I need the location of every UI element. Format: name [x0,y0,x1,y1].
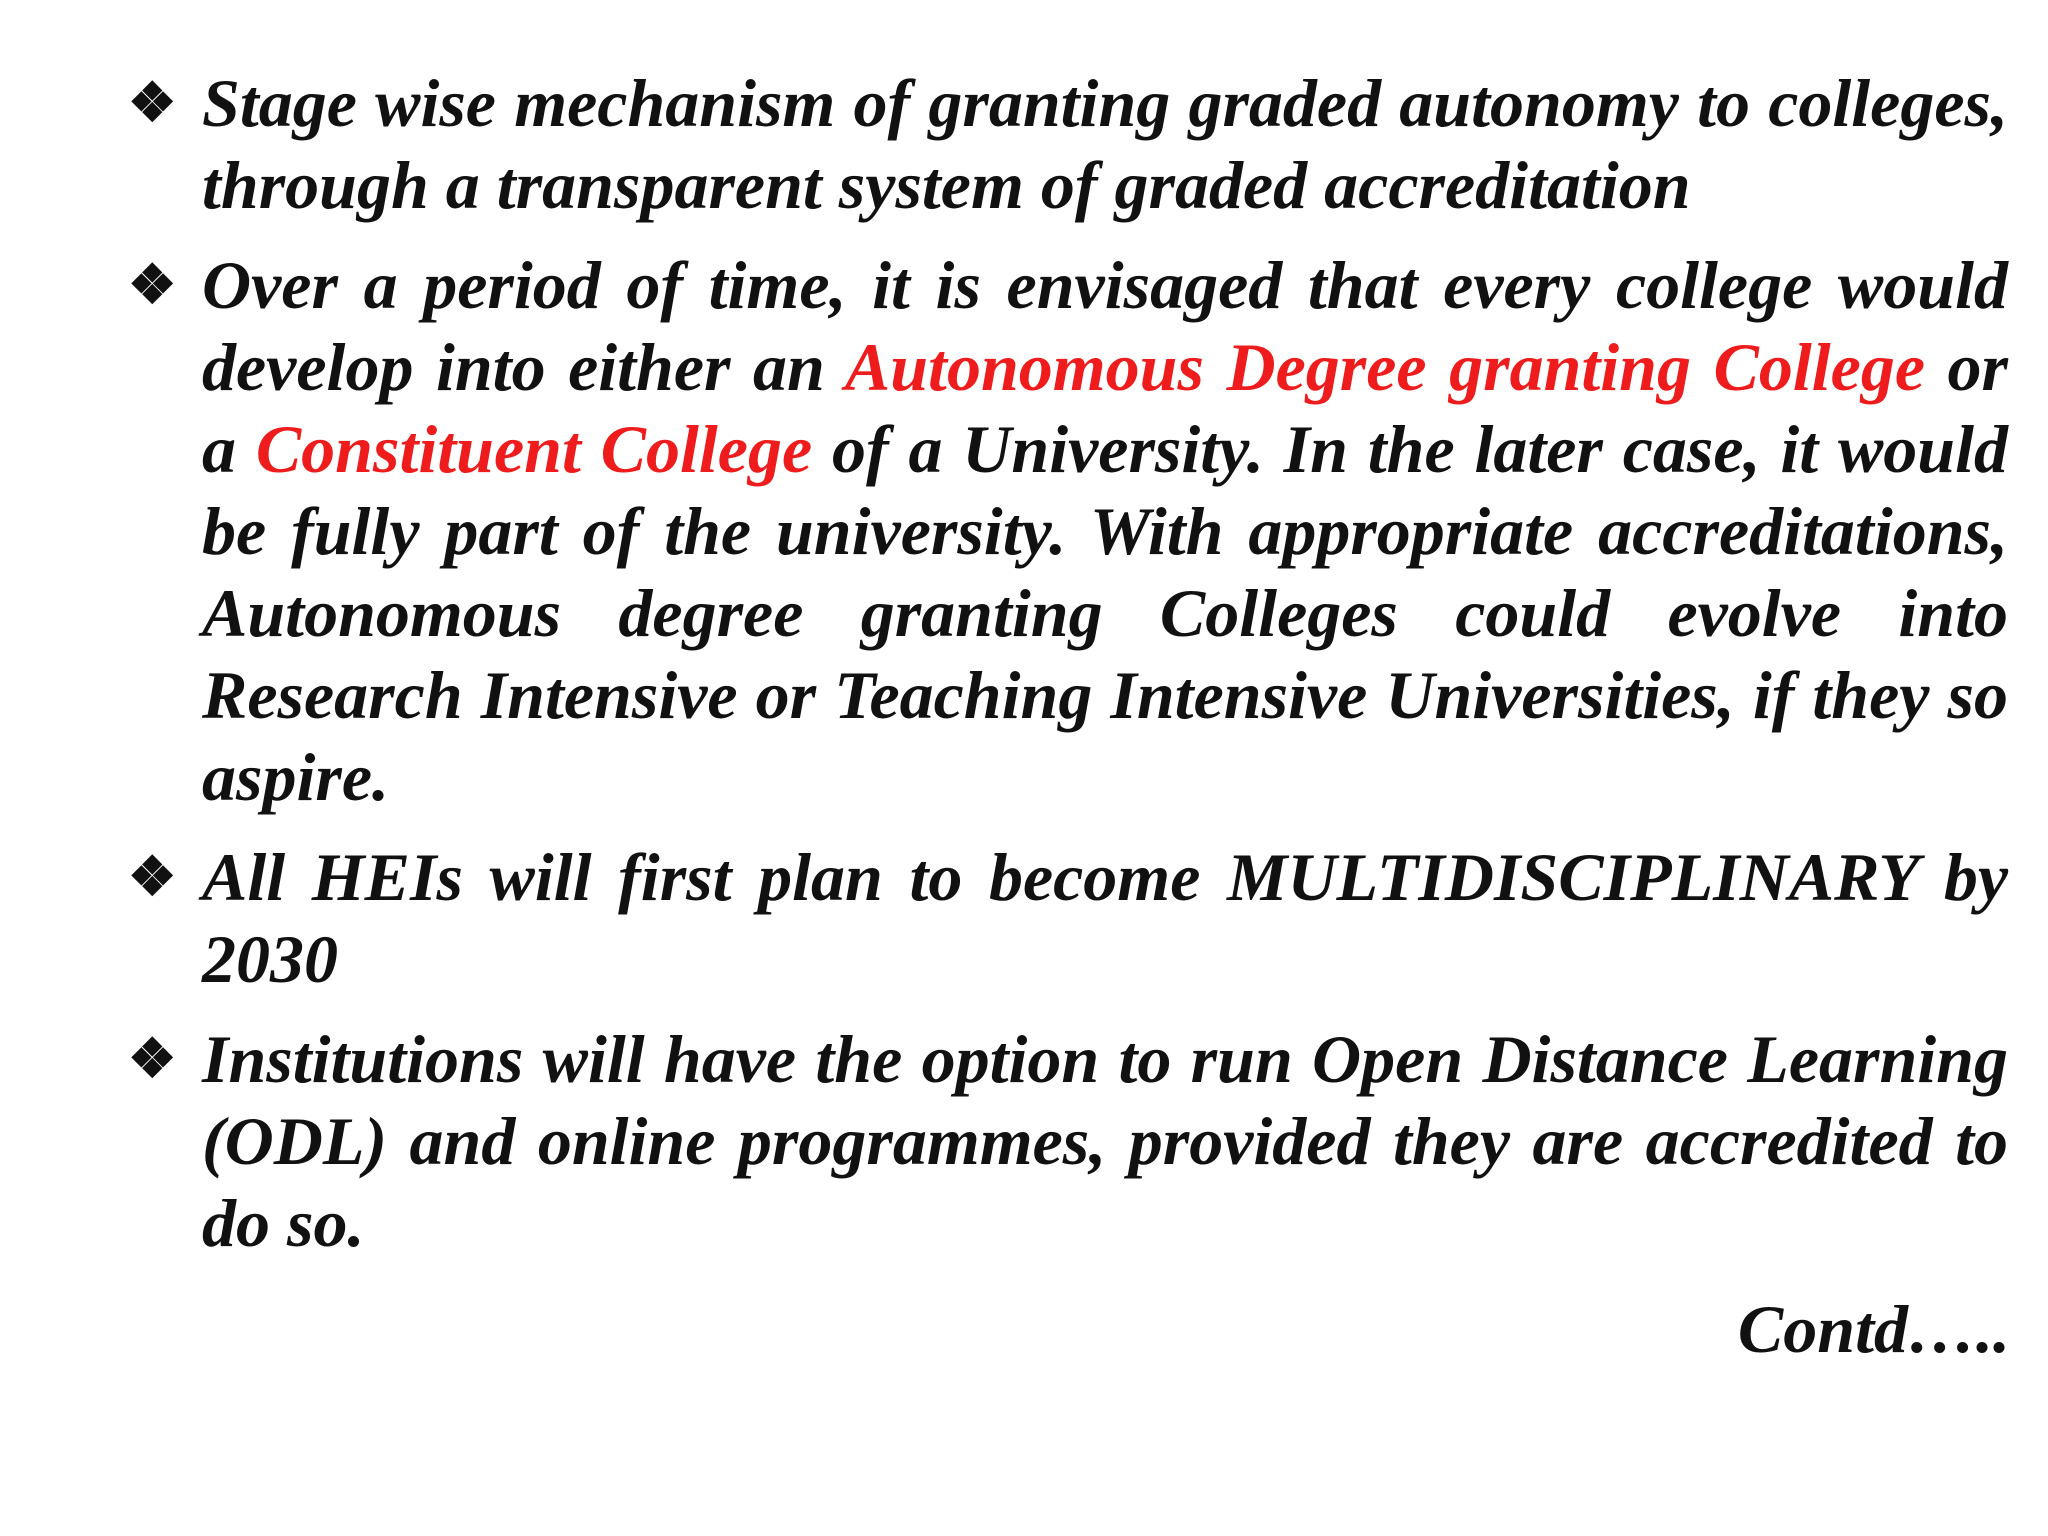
diamond-bullet-icon: ❖ [128,255,177,315]
highlight-autonomous-college: Autonomous Degree granting College [844,329,1926,405]
continued-label: Contd….. [1737,1291,2010,1367]
text-segment: of a University. In the later case, it would be fully part of the university. With appropriate accreditations, Autonomous degree granting Colleges could evolve into Research Intensive or Teaching Intensive Universities, if they so aspire. [202,411,2009,815]
bullet-text: Stage wise mechanism of granting graded autonomy to colleges, through a transparent system of graded accreditation [202,65,2008,223]
diamond-bullet-icon: ❖ [128,73,177,133]
bullet-item-college-development [128,244,2008,818]
text-segment: or a [202,329,2009,487]
bullet-text: All HEIs will first plan to become MULTIDISCIPLINARY by 2030 [202,839,2008,997]
text-segment: Over a period of time, it is envisaged that every college would develop into either an [202,247,2008,405]
bullet-item-graded-autonomy [128,62,2008,226]
diamond-bullet-icon: ❖ [128,1029,177,1089]
bullet-item-multidisciplinary [128,836,2008,1000]
bullet-list [128,62,2008,1282]
diamond-bullet-icon: ❖ [128,847,177,907]
bullet-item-odl-programmes [128,1018,2008,1264]
bullet-text [202,244,2008,818]
bullet-text: Institutions will have the option to run Open Distance Learning (ODL) and online programmes, provided they are accredited to do so. [202,1021,2008,1261]
highlight-constituent-college: Constituent College [255,411,813,487]
